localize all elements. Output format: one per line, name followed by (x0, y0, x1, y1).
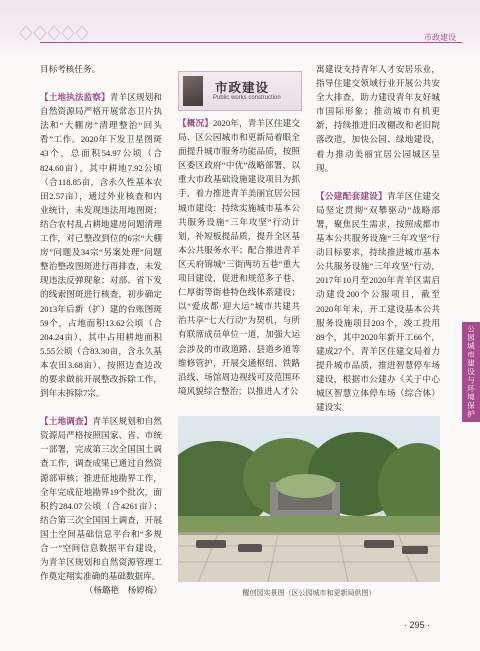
park-photo-illustration (178, 416, 440, 582)
column-middle (178, 116, 300, 398)
public-facilities-text: 青羊区住建交局坚定贯彻“双攀驱动”战略部署，聚焦民生需求，按照成都市基本公共服务设施“三年攻坚”行动目标要求，持续推进城市基本公共服务设施“三年攻坚”行动，2017年10月至2020年青羊区需启动建设200个公服项目，截至2020年年末，开工建设基本公共服务设施项目203个，竣工投用89个，其中2020年新开工66个，建成27个。青羊区住建交局着力提升城市品质，推进智慧停车场建设，根据市公建办《关于中心城区智慧立体停车场（综合体）建设实 (316, 190, 440, 413)
title-thumbnail-image (183, 76, 203, 106)
header-band (0, 0, 480, 58)
page-number: · 295 · (404, 620, 431, 630)
section-header-label: 市政建设 (424, 33, 456, 42)
section-tag-land-enforcement: 【土地执法监察】 (40, 92, 110, 103)
paragraph-public-facilities (316, 189, 440, 415)
column-right (316, 62, 440, 414)
paragraph-continued: 目标考核任务。 (40, 64, 101, 74)
paragraph-land-survey (40, 414, 162, 583)
section-tag-land-survey: 【土地调查】 (40, 416, 93, 427)
land-survey-text: 青羊区规划和自然资源局严格按照国家、省、市统一部署，完成第三次全国国土调查工作，调查成果已通过自然资源部审核；推进征地勘界工作，全年完成征地勘界19个批次，面积约284.07公顷（合4261亩）；结合第三次全国国土调查，开展国土空间基础信息平台和“多规合一”空间信息数据平台建设，为青羊区规划和自然资源管理工作奠定翔实准确的基础数据库。 (40, 416, 162, 582)
column-left (40, 62, 162, 597)
section-tag-overview: 【概况】 (178, 118, 213, 128)
section-title-en: Public works construction (213, 95, 281, 101)
photo-caption: 醒创园实景图（区公园城市和更新局供图） (242, 590, 376, 597)
paragraph-overview-continued: 寓建设支持青年人才安居乐业，指导住建交领域行业开展公共安全大排查，助力建设青年友好城市国际形象；推动城市有机更新，持续推进旧改棚改和老旧院落改造，加快公园、绿地建设，着力推动美丽宜居公园城区呈现。 (316, 64, 440, 173)
park-photo (178, 416, 440, 582)
paragraph-overview (178, 116, 300, 398)
section-title-box (178, 71, 302, 111)
overview-text: 2020年，青羊区住建交局、区公园城市和更新局着眼全面提升城市服务功能品质，按照区委区政府“中优”战略部署，以重大市政基础设施建设项目为抓手，着力推进青羊美丽宜居公园城市建设：持续实施城市基本公共服务设施“三年攻坚”行动计划，补短板提品质，提升全区基本公共服务水平；配合推进青羊区天府锦城“三街两坊五巷”重大项目建设，促进和规范多子巷、仁厚街等街巷特色线体系建设；以“爱成都·迎大运”城市共建共治共享“七大行动”为契机，与所有联席成员单位一道，加强大运会涉及的市政道路、县道乡道等维修管护，开展交通枢纽、铁路沿线、场馆周边视线可及范围环境风貌综合整治；以推进人才公 (178, 118, 300, 396)
section-title-zh: 市政建设 (215, 81, 270, 95)
section-tag-public-facilities: 【公建配套建设】 (316, 190, 388, 201)
land-enforcement-text: 青羊区规划和自然资源局严格开展常态卫片执法和“大棚房”清理整治“回头看”工作。2020年下发卫星图斑43个，总面积54.97公顷（合824.60亩），其中耕地7.92公顷（合118.85亩，含永久性基本农田2.57亩），通过外业核查和内业统计，未发现违法用地图斑；结合农村乱占耕地建房问题清理工作，对已整改到位的6宗“大棚房”问题及34宗“另案处理”问题整治整改图斑进行再排查，未发现违法反弹现象；对部、省下发的线索图斑进行核查，初步确定2013年后新（扩）建的台账图斑59个，占地面积13.62公顷（合204.24亩），其中占用耕地面积5.55公顷（合83.30亩，含永久基本农田3.68亩），按照边查边改的要求做前开展整改拆除工作，到年末拆除7宗。 (40, 92, 162, 399)
paragraph-land-enforcement (40, 90, 162, 400)
author-credit: （杨璐艳 杨婷梅） (84, 585, 162, 596)
chapter-side-tab: 公园城市建设与环境保护 (462, 322, 480, 422)
header-rule (40, 42, 462, 43)
